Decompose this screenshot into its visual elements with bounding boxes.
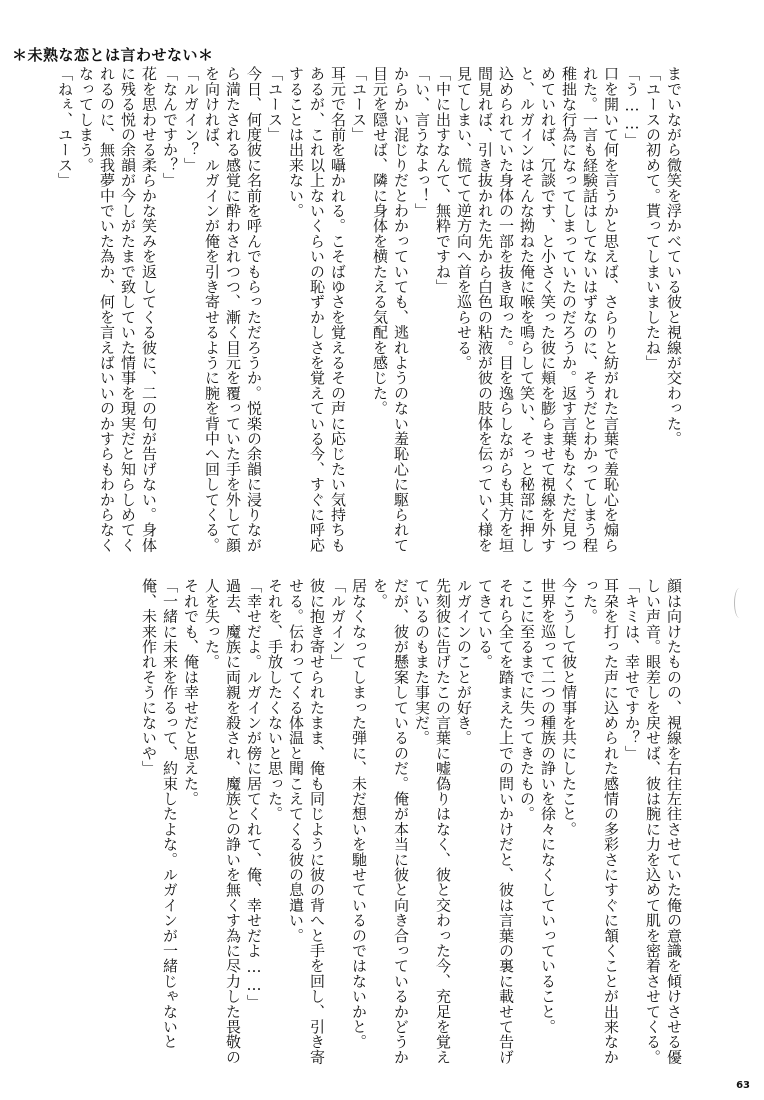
paragraph: 世界を巡って二つの種族の諍いを徐々になくしていっていること。 xyxy=(539,578,557,1034)
scan-mark xyxy=(734,588,745,618)
paragraph: 先刻彼に告げたこの言葉に嘘偽りはなく、彼と交わった今、充足を覚えているのもまた事実だ。 xyxy=(413,578,452,1065)
paragraph: 「ユース」 xyxy=(266,66,284,142)
text-block-bottom xyxy=(74,578,684,1078)
paragraph: 花を思わせる柔らかな笑みを返してくる彼に、二の句が告げない。身体に残る悦の余韻が今しがたまで致していた情事を現実だと知らしめてくれるのに、無我夢中でいた為か、何を言えばいいのかすらもわからなくなってしまう。 xyxy=(77,66,158,553)
paragraph: 「中に出すなんて、無粋ですね」 xyxy=(434,66,452,294)
paragraph: 「幸せだよ。ルガインが傍に居てくれて、俺、幸せだよ……」 xyxy=(245,578,263,1010)
chapter-title: ＊未熟な恋とは言わせない＊ xyxy=(12,46,214,64)
paragraph: 口を開いて何を言うかと思えば、さらりと紡がれた言葉で羞恥心を煽られた。一言も経験話はしてないはずなのに、そうだとわかってしまう程稚拙な行為になってしまっていたのだろうか。返す言葉もなくただ見つめていれば、冗談です、と小さく笑った彼に頬を膨らませて視線を外すと、ルガインはそんな拗ねた俺に喉を鳴らして笑い、そっと秘部に押し込められていた身体の一部を抜き取った。目を逸らしながらも其方を垣間見れば、引き抜かれた先から白色の粘液が彼の肢体を伝っていく様を見てしまい、慌てて逆方向へ首を巡らせる。 xyxy=(455,66,620,553)
paragraph: だが、彼が懸案しているのだ。俺が本当に彼と向き合っているかどうかを。 xyxy=(371,578,410,1065)
paragraph: 「ルガイン？」 xyxy=(182,66,200,173)
paragraph: 「ねぇ、ユース」 xyxy=(56,66,74,188)
paragraph: 「一緒に未来を作るって、約束したよな。ルガインが一緒じゃないと俺、未来作れそうにないや」 xyxy=(140,578,179,1050)
paragraph: 今日、何度彼に名前を呼んでもらっただろうか。悦楽の余韻に浸りながら満たされる感覚に酔わされつつ、漸く目元を覆っていた手を外して顔を向ければ、ルガインが俺を引き寄せるように腕を背中へ回してくる。 xyxy=(203,66,263,553)
paragraph: ルガインのことが好き。 xyxy=(455,578,473,746)
paragraph: 居なくなってしまった弾に、未だ想いを馳せているのではないかと。 xyxy=(350,578,368,1050)
paragraph: 耳朶を打った声に込められた感情の多彩さにすぐに頷くことが出来なかった。 xyxy=(581,578,620,1065)
paragraph: 「キミは、幸せですか？」 xyxy=(623,578,641,761)
text-block-top xyxy=(56,66,684,556)
paragraph: 「なんですか？」 xyxy=(161,66,179,188)
paragraph: 今こうして彼と情事を共にしたこと。 xyxy=(560,578,578,837)
paragraph: 「う……」 xyxy=(623,66,641,148)
paragraph: ここに至るまでに失ってきたもの。 xyxy=(518,578,536,822)
paragraph: それら全てを踏まえた上での問いかけだと、彼は言葉の裏に載せて告げてきている。 xyxy=(476,578,515,1065)
paragraph: 「い、言うなよっ！」 xyxy=(413,66,431,218)
paragraph: 顔は向けたものの、視線を右往左往させていた俺の意識を傾けさせる優しい声音。眼差しを戻せば、彼は腕に力を込めて肌を密着させてくる。 xyxy=(644,578,683,1065)
paragraph: 耳元で名前を囁かれる。こそばゆさを覚えるその声に応じたい気持ちもあるが、これ以上ないくらいの恥ずかしさを覚えている今、すぐに呼応することは出来ない。 xyxy=(287,66,347,553)
paragraph: それでも、俺は幸せだと思えた。 xyxy=(182,578,200,806)
paragraph: 「ルガイン」 xyxy=(329,578,347,670)
page-number: 63 xyxy=(736,1080,750,1091)
paragraph: 「ユースの初めて。貰ってしまいましたね」 xyxy=(644,66,662,370)
paragraph: それを、手放したくないと思った。 xyxy=(266,578,284,822)
paragraph: からかい混じりだとわかっていても、逃れようのない羞恥心に駆られて目元を隠せば、隣に身体を横たえる気配を感じた。 xyxy=(371,66,410,553)
paragraph: までいながら微笑を浮かべている彼と視線が交わった。 xyxy=(665,66,683,446)
paragraph: 彼に抱き寄せられたまま、俺も同じように彼の背へと手を回し、引き寄せる。伝わってくる体温と聞こえてくる彼の息遣い。 xyxy=(287,578,326,1065)
paragraph: 過去、魔族に両親を殺され、魔族との諍いを無くす為に尽力した畏敬の人を失った。 xyxy=(203,578,242,1065)
paragraph: 「ユース」 xyxy=(350,66,368,142)
